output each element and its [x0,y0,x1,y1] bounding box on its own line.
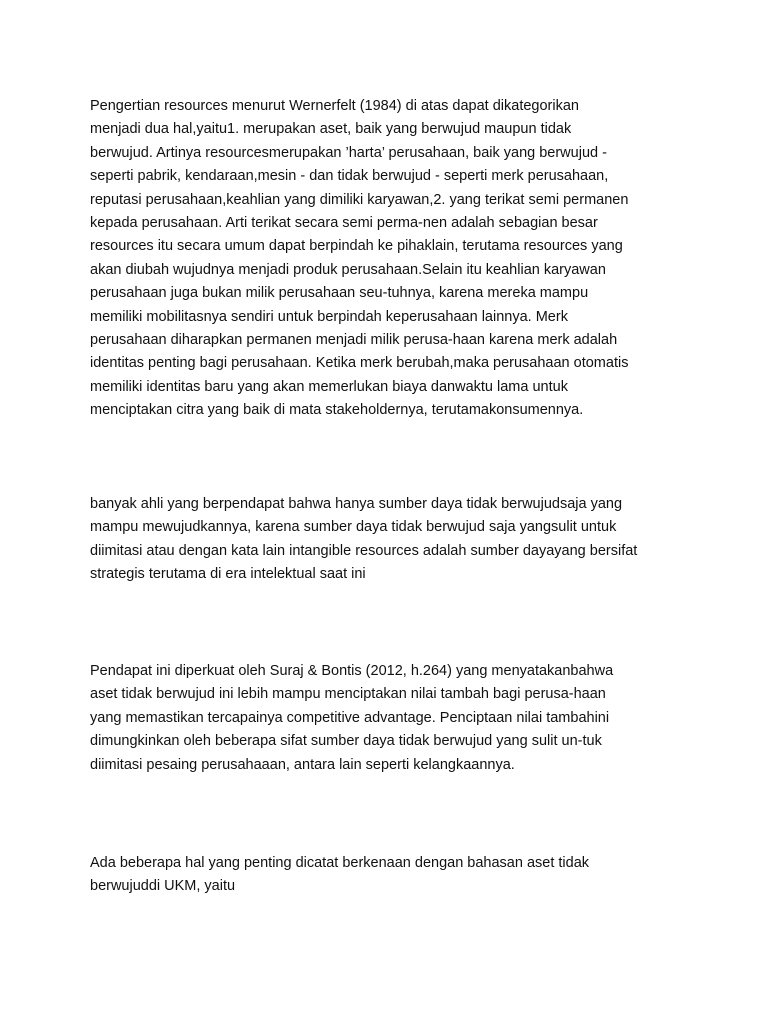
paragraph-intangible-resources: banyak ahli yang berpendapat bahwa hanya sumber daya tidak berwujudsaja yang mampu mewujudkannya, karena sumber daya tidak berwujud saja yangsulit untuk diimitasi atau dengan kata lain intangible resources adalah sumber dayayang bersifat strategis terutama di era intelektual saat ini [90,496,638,583]
paragraph-ukm-intangible-assets: Ada beberapa hal yang penting dicatat berkenaan dengan bahasan aset tidak berwujuddi UKM, yaitu [90,855,590,895]
paragraph-resources-definition: Pengertian resources menurut Wernerfelt (1984) di atas dapat dikategorikan menjadi dua hal,yaitu1. merupakan aset, baik yang berwujud maupun tidak berwujud. Artinya resourcesmerupakan ’harta’ perusahaan, baik yang berwujud - seperti pabrik, kendaraan,mesin - dan tidak berwujud - seperti merk perusahaan, reputasi perusahaan,keahlian yang dimiliki karyawan,2. yang terikat semi permanen kepada perusahaan. Arti terikat secara semi perma-nen adalah sebagian besar resources itu secara umum dapat berpindah ke pihaklain, terutama resources yang akan diubah wujudnya menjadi produk perusahaan.Selain itu keahlian karyawan perusahaan juga bukan milik perusahaan seu-tuhnya, karena mereka mampu memiliki mobilitasnya sendiri untuk berpindah keperusahaan lainnya. Merk perusahaan diharapkan permanen menjadi milik perusa-haan karena merk adalah identitas penting bagi perusahaan. Ketika merk berubah,maka perusahaan otomatis memiliki identitas baru yang akan memerlukan biaya danwaktu lama untuk menciptakan citra yang baik di mata stakeholdernya, terutamakonsumennya. [90,98,629,419]
paragraph-suraj-bontis: Pendapat ini diperkuat oleh Suraj & Bontis (2012, h.264) yang menyatakanbahwa aset tidak berwujud ini lebih mampu menciptakan nilai tambah bagi perusa-haan yang memastikan tercapainya competitive advantage. Penciptaan nilai tambahini dimungkinkan oleh beberapa sifat sumber daya tidak berwujud yang sulit un-tuk diimitasi pesaing perusahaaan, antara lain seperti kelangkaannya. [90,663,614,773]
